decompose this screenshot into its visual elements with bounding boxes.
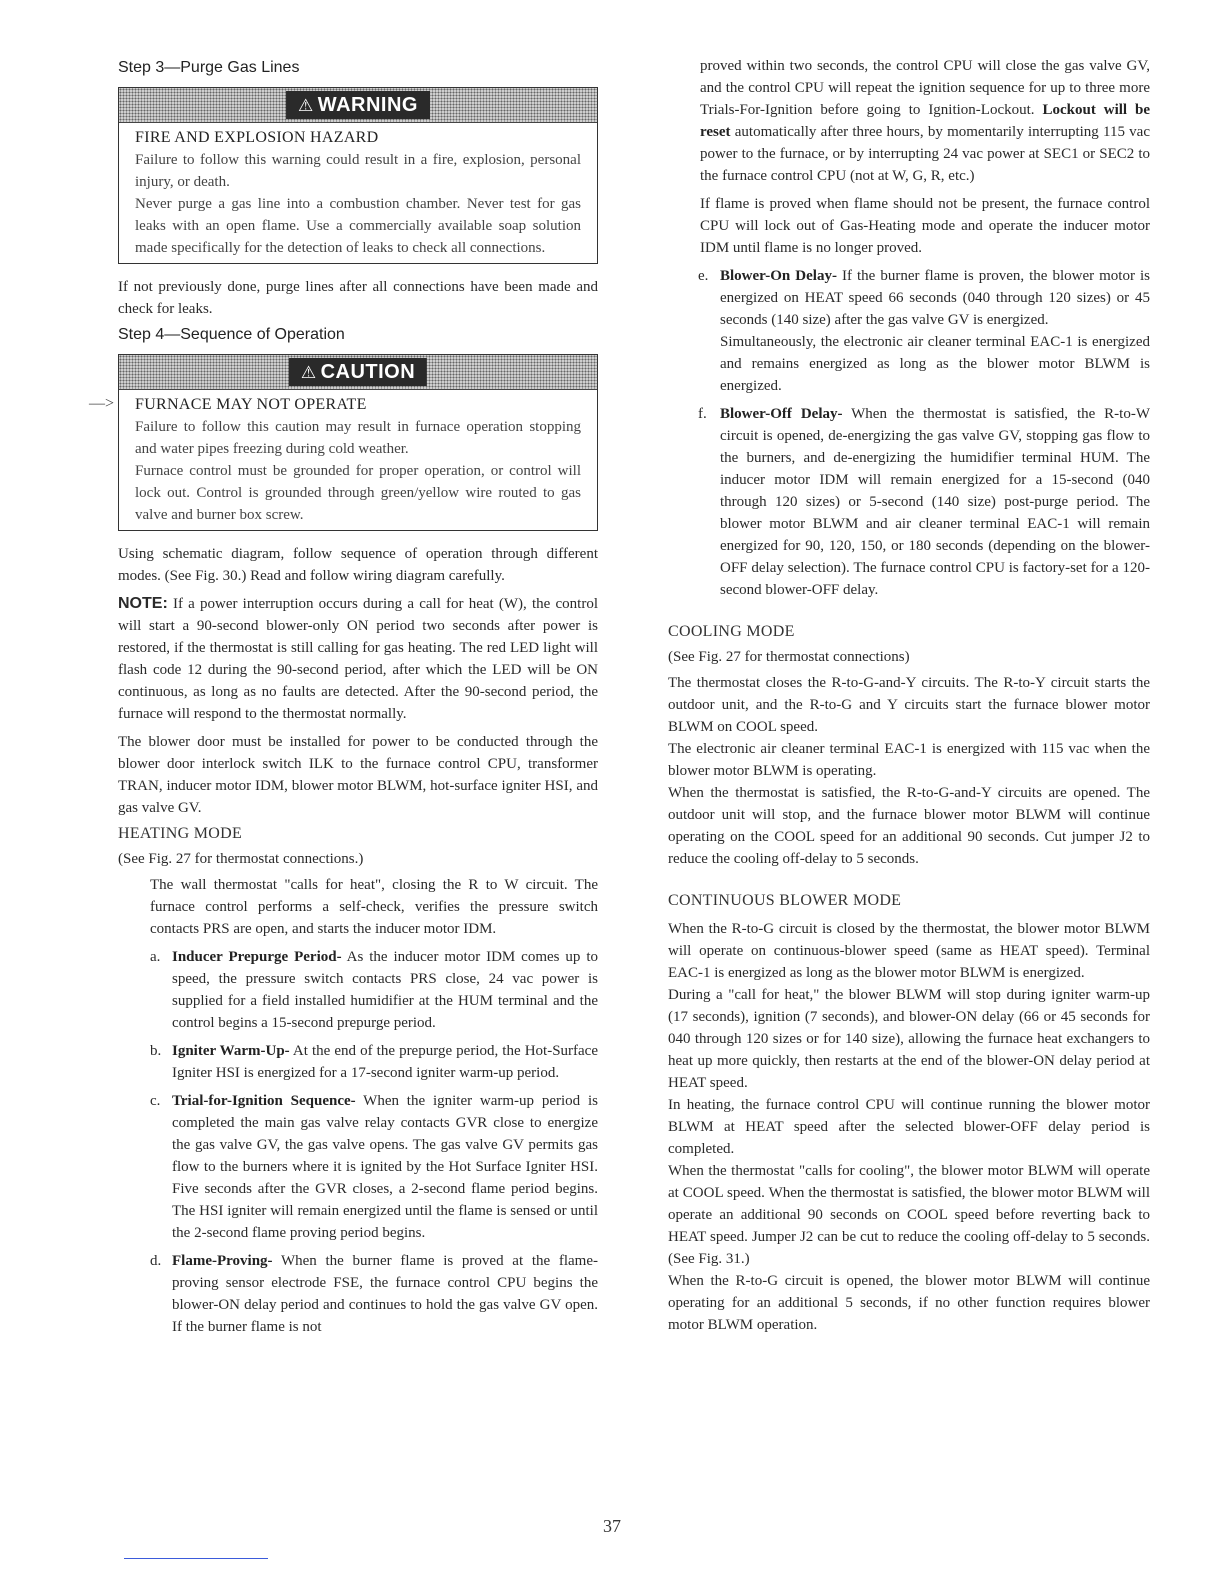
heating-mode-reference: (See Fig. 27 for thermostat connections.)	[118, 851, 364, 867]
heating-sequence-list	[118, 946, 598, 1338]
list-item: d. Flame-Proving- When the burner flame is proved at the flame-proving sensor electrode FSE, the furnace control CPU begins the blower-ON delay period and continues to hold the gas valve GV open. If the burner flame is not	[150, 1253, 598, 1335]
list-item: f. Blower-Off Delay- When the thermostat is satisfied, the R-to-W circuit is opened, de-energizing the gas valve GV, stopping gas flow to the burners, and de-energizing the humidifier terminal HUM. The inducer motor IDM will remain energized for a 15-second (040 through 120 sizes) or 5-second (140 size) post-purge period. The blower motor BLWM and air cleaner terminal EAC-1 will remain energized for 90, 120, 150, or 180 seconds (depending on the blower-OFF delay selection). The furnace control CPU is factory-set for a 120-second blower-OFF delay.	[698, 406, 1151, 598]
continuous-paragraph-4: When the thermostat "calls for cooling", the blower motor BLWM will operate at COOL speed. When the thermostat is satisfied, the blower motor BLWM will operate an additional 90 seconds on COOL speed before reverting back to HEAT speed. Jumper J2 can be cut to reduce the cooling off-delay to 5 seconds. (See Fig. 31.)	[668, 1163, 1150, 1267]
purge-paragraph: If not previously done, purge lines after all connections have been made and check for leaks.	[118, 279, 598, 317]
page-number: 37	[603, 1516, 621, 1536]
note-text: If a power interruption occurs during a call for heat (W), the control will start a 90-second blower-only ON period two seconds after power is restored, if the thermostat is still calling for gas heating. The red LED light will flash code 12 during the 90-second period, after which the LED will be ON continuous, as long as no faults are detected. After the 90-second period, the furnace will respond to the thermostat normally.	[118, 596, 598, 722]
flame-present-paragraph: If flame is proved when flame should not be present, the furnace control CPU will lock out of Gas-Heating mode and operate the inducer motor IDM until flame is no longer proved.	[700, 196, 1150, 256]
caution-triangle-icon: ⚠	[300, 363, 317, 382]
caution-box	[89, 354, 598, 531]
warning-triangle-icon: ⚠	[298, 96, 314, 115]
blower-door-paragraph: The blower door must be installed for power to be conducted through the blower door interlock switch ILK to the furnace control CPU, transformer TRAN, inducer motor IDM, blower motor BLWM, hot-surface igniter HSI, and gas valve GV.	[118, 734, 598, 816]
schematic-paragraph: Using schematic diagram, follow sequence of operation through different modes. (See Fig. 30.) Read and follow wiring diagram carefully.	[118, 546, 598, 584]
caution-text-1: Failure to follow this caution may result in furnace operation stopping and water pipes freezing during cold weather.	[135, 419, 581, 457]
right-column	[668, 55, 1150, 1342]
footer-rule	[124, 1558, 268, 1559]
continuous-paragraph-3: In heating, the furnace control CPU will continue running the blower motor BLWM at HEAT speed after the selected blower-OFF delay period is completed.	[668, 1097, 1150, 1157]
heating-mode-heading: HEATING MODE	[118, 825, 243, 842]
list-item: e. Blower-On Delay- If the burner flame is proven, the blower motor is energized on HEAT speed 66 seconds (040 through 120 sizes) or 45 seconds (140 size) after the gas valve GV is energized. Simultaneously, the electronic air cleaner terminal EAC-1 is energized and remains energized as long as the blower motor BLWM is energized.	[698, 268, 1150, 394]
cooling-mode-reference: (See Fig. 27 for thermostat connections)	[668, 649, 910, 665]
heating-sequence-list-continued	[668, 265, 1150, 601]
warning-title: FIRE AND EXPLOSION HAZARD	[135, 129, 379, 146]
note-label: NOTE:	[118, 595, 168, 612]
flame-proving-continued: proved within two seconds, the control CPU will close the gas valve GV, and the control CPU will repeat the ignition sequence for up to three more Trials-For-Ignition before going to Ignition-Lockout. Lockout will be reset automatically after three hours, by momentarily interrupting 115 vac power to the furnace, or by interrupting 24 vac power at SEC1 or SEC2 to the furnace control CPU (not at W, G, R, etc.)	[700, 58, 1150, 184]
continuous-blower-heading: CONTINUOUS BLOWER MODE	[668, 892, 902, 909]
cooling-paragraph-3: When the thermostat is satisfied, the R-to-G-and-Y circuits are opened. The outdoor unit will stop, and the furnace blower motor BLWM will continue operating on the COOL speed for an additional 90 seconds. Cut jumper J2 to reduce the cooling off-delay to 5 seconds.	[668, 785, 1150, 867]
cooling-paragraph-1: The thermostat closes the R-to-G-and-Y circuits. The R-to-Y circuit starts the outdoor unit, and the R-to-G and Y circuits start the furnace blower motor BLWM on COOL speed.	[668, 675, 1150, 735]
continuous-paragraph-1: When the R-to-G circuit is closed by the thermostat, the blower motor BLWM will operate on continuous-blower speed (same as HEAT speed). Terminal EAC-1 is energized as long as the blower motor BLWM is energized.	[668, 921, 1150, 981]
warning-box	[118, 87, 598, 264]
list-item: b. Igniter Warm-Up- At the end of the prepurge period, the Hot-Surface Igniter HSI is energized for a 17-second igniter warm-up period.	[150, 1043, 598, 1081]
cooling-mode-heading: COOLING MODE	[668, 623, 795, 640]
left-column	[89, 55, 599, 1344]
step3-heading: Step 3—Purge Gas Lines	[118, 59, 300, 76]
list-item: a. Inducer Prepurge Period- As the inducer motor IDM comes up to speed, the pressure switch contacts PRS close, 24 vac power is supplied for a field installed humidifier at the HUM terminal and the control begins a 15-second prepurge period.	[150, 949, 598, 1031]
caution-text-2: Furnace control must be grounded for proper operation, or control will lock out. Control is grounded through green/yellow wire routed to gas valve and burner box screw.	[135, 463, 581, 523]
note-paragraph	[118, 593, 598, 725]
revision-arrow-icon: —>	[89, 395, 115, 412]
continuous-paragraph-5: When the R-to-G circuit is opened, the blower motor BLWM will continue operating for an additional 5 seconds, if no other function requires blower motor BLWM operation.	[668, 1273, 1150, 1333]
caution-label: ⚠ CAUTION	[289, 358, 427, 386]
warning-banner	[119, 88, 597, 123]
warning-text-2: Never purge a gas line into a combustion chamber. Never test for gas leaks with an open flame. Use a commercially available soap solution made specifically for the detection of leaks to check all connections.	[135, 196, 581, 256]
warning-label: ⚠ WARNING	[286, 91, 430, 119]
continuous-paragraph-2: During a "call for heat," the blower BLWM will stop during igniter warm-up (17 seconds), ignition (7 seconds), and blower-ON delay (66 or 45 seconds for 040 through 120 sizes or for 140 size), allowing the furnace heat exchangers to heat up more quickly, then restarts at the end of the blower-ON delay period at HEAT speed.	[668, 987, 1150, 1091]
caution-banner	[119, 355, 597, 390]
cooling-paragraph-2: The electronic air cleaner terminal EAC-1 is energized with 115 vac when the blower motor BLWM is operating.	[668, 741, 1150, 779]
caution-title: FURNACE MAY NOT OPERATE	[135, 396, 367, 413]
list-item: c. Trial-for-Ignition Sequence- When the igniter warm-up period is completed the main gas valve relay contacts GVR close to energize the gas valve GV, the gas valve opens. The gas valve GV permits gas flow to the burners where it is ignited by the Hot Surface Igniter HSI. Five seconds after the GVR closes, a 2-second flame period begins. The HSI igniter will remain energized until the flame is sensed or until the 2-second flame proving period begins.	[150, 1093, 599, 1241]
warning-text-1: Failure to follow this warning could result in a fire, explosion, personal injury, or death.	[135, 152, 581, 190]
step4-heading: Step 4—Sequence of Operation	[118, 326, 345, 343]
heating-intro: The wall thermostat "calls for heat", closing the R to W circuit. The furnace control performs a self-check, verifies the pressure switch contacts PRS are open, and starts the inducer motor IDM.	[150, 877, 598, 937]
